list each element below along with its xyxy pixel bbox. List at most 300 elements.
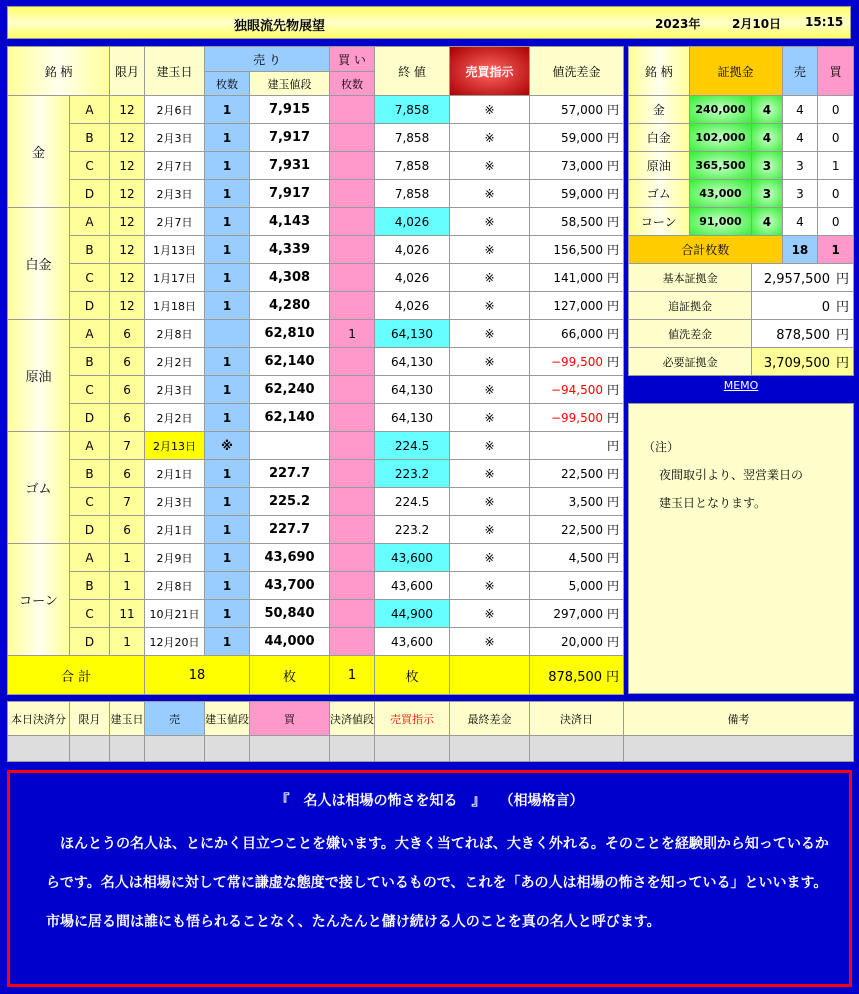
baibai-instruction-cell[interactable]: ※ <box>450 460 530 488</box>
baibai-instruction-cell[interactable]: ※ <box>450 432 530 460</box>
position-slot: D <box>70 404 110 432</box>
buy-qty-cell <box>330 404 375 432</box>
tategyokubi-cell: 1月17日 <box>145 264 205 292</box>
position-slot: A <box>70 432 110 460</box>
tategyokubi-cell: 2月8日 <box>145 572 205 600</box>
margin-row <box>629 180 854 208</box>
total-buy-qty: 1 <box>330 656 375 695</box>
tategyoku-price-cell: 7,917 <box>250 180 330 208</box>
yen-unit: 円 <box>607 439 620 453</box>
baibai-instruction-cell[interactable]: ※ <box>450 124 530 152</box>
margin-commodity: 金 <box>629 96 690 124</box>
memo-note-line: 建玉日となります。 <box>659 496 767 510</box>
amount-value: 58,500 <box>561 215 604 229</box>
nearai-cell <box>530 460 624 488</box>
margin-sell: 4 <box>782 208 818 236</box>
amount-value: 22,500 <box>561 523 604 537</box>
baibai-instruction-cell[interactable]: ※ <box>450 600 530 628</box>
margin-multiplier: 3 <box>752 152 782 180</box>
amount-value: 4,500 <box>568 551 604 565</box>
baibai-instruction-cell[interactable]: ※ <box>450 376 530 404</box>
settle-input-cell[interactable] <box>70 736 110 762</box>
buy-qty-cell <box>330 236 375 264</box>
margin-commodity: 原油 <box>629 152 690 180</box>
baibai-instruction-cell[interactable]: ※ <box>450 320 530 348</box>
margin-commodity: 白金 <box>629 124 690 152</box>
settle-col-header: 建玉値段 <box>205 702 250 736</box>
amount-value: 5,000 <box>568 579 604 593</box>
position-slot: C <box>70 488 110 516</box>
nearai-cell <box>530 96 624 124</box>
margin-amount: 102,000 <box>689 124 752 152</box>
gengetsu-cell: 11 <box>110 600 145 628</box>
sell-qty-cell: 1 <box>205 264 250 292</box>
amount-value: 20,000 <box>561 635 604 649</box>
position-slot: D <box>70 628 110 656</box>
buy-qty-cell <box>330 600 375 628</box>
settle-col-header: 買 <box>250 702 330 736</box>
position-row <box>8 292 624 320</box>
yen-unit: 円 <box>607 411 620 425</box>
tategyoku-price-cell: 62,140 <box>250 404 330 432</box>
summary-label: 基本証拠金 <box>629 264 752 292</box>
sell-qty-cell: 1 <box>205 152 250 180</box>
buy-qty-cell <box>330 124 375 152</box>
gengetsu-cell: 12 <box>110 236 145 264</box>
tategyoku-price-cell: 227.7 <box>250 460 330 488</box>
baibai-instruction-cell[interactable]: ※ <box>450 488 530 516</box>
gengetsu-cell: 1 <box>110 628 145 656</box>
tategyokubi-cell: 2月1日 <box>145 460 205 488</box>
tategyokubi-cell: 2月3日 <box>145 488 205 516</box>
amount-value: 59,000 <box>561 131 604 145</box>
margin-col-shokokin: 証拠金 <box>689 47 782 96</box>
sell-qty-cell: 1 <box>205 572 250 600</box>
summary-value <box>752 264 854 292</box>
baibai-instruction-cell[interactable]: ※ <box>450 96 530 124</box>
yen-unit: 円 <box>835 328 849 343</box>
tategyoku-price-cell <box>250 432 330 460</box>
header-time: 15:15 <box>805 15 844 29</box>
close-price-cell: 223.2 <box>375 516 450 544</box>
position-slot: D <box>70 180 110 208</box>
summary-label: 追証拠金 <box>629 292 752 320</box>
settle-input-cell[interactable] <box>450 736 530 762</box>
amount-value: 3,709,500 <box>763 356 830 371</box>
amount-value: 878,500 <box>548 669 603 685</box>
sell-qty-cell: 1 <box>205 96 250 124</box>
position-row <box>8 208 624 236</box>
yen-unit: 円 <box>607 495 620 509</box>
nearai-cell <box>530 124 624 152</box>
position-slot: C <box>70 600 110 628</box>
yen-unit: 円 <box>607 467 620 481</box>
tategyoku-price-cell: 62,140 <box>250 348 330 376</box>
close-price-cell: 64,130 <box>375 348 450 376</box>
positions-table <box>7 46 624 695</box>
margin-col-kai: 買 <box>818 47 854 96</box>
position-row <box>8 264 624 292</box>
tategyoku-price-cell: 4,143 <box>250 208 330 236</box>
yen-unit: 円 <box>606 669 620 685</box>
nearai-cell <box>530 544 624 572</box>
buy-qty-cell <box>330 208 375 236</box>
position-slot: A <box>70 544 110 572</box>
col-header-tategyoku-nedan: 建玉値段 <box>250 72 330 96</box>
close-price-cell: 4,026 <box>375 292 450 320</box>
close-price-cell: 7,858 <box>375 152 450 180</box>
amount-value: 878,500 <box>776 328 830 343</box>
baibai-instruction-cell[interactable]: ※ <box>450 348 530 376</box>
settle-input-cell[interactable] <box>530 736 624 762</box>
margin-col-meigara: 銘 柄 <box>629 47 690 96</box>
position-slot: B <box>70 572 110 600</box>
gengetsu-cell: 6 <box>110 516 145 544</box>
tategyokubi-cell: 1月13日 <box>145 236 205 264</box>
summary-value <box>752 348 854 376</box>
close-price-cell: 7,858 <box>375 180 450 208</box>
summary-row <box>629 292 854 320</box>
tategyokubi-cell: 2月13日 <box>145 432 205 460</box>
sell-qty-cell: 1 <box>205 292 250 320</box>
margin-sell: 3 <box>782 180 818 208</box>
total-row <box>8 656 624 695</box>
sell-qty-cell: 1 <box>205 208 250 236</box>
tategyoku-price-cell: 43,700 <box>250 572 330 600</box>
gengetsu-cell: 7 <box>110 488 145 516</box>
yen-unit: 円 <box>607 215 620 229</box>
tategyoku-price-cell: 225.2 <box>250 488 330 516</box>
position-row <box>8 404 624 432</box>
gengetsu-cell: 12 <box>110 152 145 180</box>
margin-buy: 0 <box>818 208 854 236</box>
sell-qty-cell: 1 <box>205 628 250 656</box>
margin-sell: 3 <box>782 152 818 180</box>
settle-input-cell[interactable] <box>8 736 70 762</box>
col-header-baibai-shiji: 売買指示 <box>450 47 530 96</box>
baibai-instruction-cell[interactable]: ※ <box>450 292 530 320</box>
tategyoku-price-cell: 62,810 <box>250 320 330 348</box>
margin-multiplier: 4 <box>752 124 782 152</box>
yen-unit: 円 <box>835 300 849 315</box>
nearai-cell <box>530 208 624 236</box>
close-price-cell: 64,130 <box>375 320 450 348</box>
position-row <box>8 180 624 208</box>
yen-unit: 円 <box>835 272 849 287</box>
nearai-cell <box>530 600 624 628</box>
position-row <box>8 460 624 488</box>
position-row <box>8 572 624 600</box>
margin-amount: 365,500 <box>689 152 752 180</box>
header-date: 2月10日 <box>732 17 782 31</box>
memo-link[interactable]: MEMO <box>723 379 759 392</box>
gengetsu-cell: 12 <box>110 208 145 236</box>
settle-input-cell[interactable] <box>375 736 450 762</box>
amount-value: 156,500 <box>553 243 604 257</box>
baibai-instruction-cell[interactable]: ※ <box>450 236 530 264</box>
tategyokubi-cell: 2月7日 <box>145 152 205 180</box>
nearai-cell <box>530 516 624 544</box>
margin-row <box>629 124 854 152</box>
gengetsu-cell: 1 <box>110 544 145 572</box>
settle-col-header: 備考 <box>624 702 854 736</box>
margin-row <box>629 208 854 236</box>
buy-qty-cell <box>330 432 375 460</box>
sell-qty-cell: 1 <box>205 488 250 516</box>
baibai-instruction-cell[interactable]: ※ <box>450 516 530 544</box>
close-price-cell: 223.2 <box>375 460 450 488</box>
buy-qty-cell <box>330 180 375 208</box>
amount-value: −94,500 <box>550 383 604 397</box>
close-price-cell: 44,900 <box>375 600 450 628</box>
close-price-cell: 43,600 <box>375 628 450 656</box>
nearai-cell <box>530 432 624 460</box>
margin-multiplier: 4 <box>752 96 782 124</box>
baibai-instruction-cell[interactable]: ※ <box>450 180 530 208</box>
buy-qty-cell <box>330 628 375 656</box>
tategyoku-price-cell: 4,308 <box>250 264 330 292</box>
memo-box <box>628 403 854 694</box>
yen-unit: 円 <box>607 243 620 257</box>
baibai-instruction-cell[interactable]: ※ <box>450 544 530 572</box>
settle-input-cell[interactable] <box>330 736 375 762</box>
baibai-instruction-cell[interactable]: ※ <box>450 572 530 600</box>
settle-col-header: 売 <box>145 702 205 736</box>
settle-col-header: 最終差金 <box>450 702 530 736</box>
position-row <box>8 96 624 124</box>
tategyoku-price-cell: 43,690 <box>250 544 330 572</box>
yen-unit: 円 <box>607 551 620 565</box>
settle-input-cell[interactable] <box>110 736 145 762</box>
gengetsu-cell: 1 <box>110 572 145 600</box>
position-slot: A <box>70 96 110 124</box>
baibai-instruction-cell[interactable]: ※ <box>450 152 530 180</box>
margin-total-row <box>629 236 854 264</box>
nearai-cell <box>530 320 624 348</box>
gengetsu-cell: 12 <box>110 264 145 292</box>
gengetsu-cell: 7 <box>110 432 145 460</box>
position-slot: B <box>70 460 110 488</box>
close-price-cell: 4,026 <box>375 208 450 236</box>
settle-col-header: 決済値段 <box>330 702 375 736</box>
settle-col-header: 決済日 <box>530 702 624 736</box>
position-slot: C <box>70 376 110 404</box>
total-spacer <box>450 656 530 695</box>
buy-qty-cell <box>330 152 375 180</box>
sell-qty-cell: 1 <box>205 348 250 376</box>
position-row <box>8 432 624 460</box>
margin-multiplier: 4 <box>752 208 782 236</box>
settle-header-row <box>8 702 854 736</box>
sell-qty-cell: ※ <box>205 432 250 460</box>
baibai-instruction-cell[interactable]: ※ <box>450 208 530 236</box>
summary-value <box>752 292 854 320</box>
margin-table <box>628 46 854 376</box>
margin-multiplier: 3 <box>752 180 782 208</box>
sell-qty-cell: 1 <box>205 516 250 544</box>
settle-input-cell[interactable] <box>205 736 250 762</box>
settle-input-cell[interactable] <box>145 736 205 762</box>
commodity-name: 金 <box>8 96 70 208</box>
tategyokubi-cell: 2月2日 <box>145 404 205 432</box>
tategyokubi-cell: 1月18日 <box>145 292 205 320</box>
close-price-cell: 4,026 <box>375 264 450 292</box>
position-row <box>8 124 624 152</box>
amount-value: −99,500 <box>550 355 604 369</box>
amount-value: 73,000 <box>561 159 604 173</box>
gengetsu-cell: 6 <box>110 348 145 376</box>
nearai-cell <box>530 488 624 516</box>
buy-qty-cell <box>330 376 375 404</box>
settle-col-header: 本日決済分 <box>8 702 70 736</box>
settle-col-header: 建玉日 <box>110 702 145 736</box>
tategyokubi-cell: 2月3日 <box>145 376 205 404</box>
sell-qty-cell: 1 <box>205 124 250 152</box>
tategyoku-price-cell: 227.7 <box>250 516 330 544</box>
sell-qty-cell: 1 <box>205 460 250 488</box>
tategyokubi-cell: 2月8日 <box>145 320 205 348</box>
tategyokubi-cell: 2月3日 <box>145 180 205 208</box>
position-slot: D <box>70 516 110 544</box>
position-row <box>8 488 624 516</box>
amount-value: 297,000 <box>553 607 604 621</box>
sell-qty-cell: 1 <box>205 600 250 628</box>
gengetsu-cell: 6 <box>110 376 145 404</box>
col-header-uri: 売 り <box>205 47 330 72</box>
margin-total-sell: 18 <box>782 236 818 264</box>
header-year: 2023年 <box>655 17 701 31</box>
margin-commodity: ゴム <box>629 180 690 208</box>
position-slot: A <box>70 320 110 348</box>
position-row <box>8 628 624 656</box>
position-slot: D <box>70 292 110 320</box>
position-row <box>8 348 624 376</box>
position-row <box>8 152 624 180</box>
margin-commodity: コーン <box>629 208 690 236</box>
total-sell-qty: 18 <box>145 656 250 695</box>
buy-qty-cell: 1 <box>330 320 375 348</box>
tategyokubi-cell: 2月2日 <box>145 348 205 376</box>
summary-label: 必要証拠金 <box>629 348 752 376</box>
baibai-instruction-cell[interactable]: ※ <box>450 404 530 432</box>
sell-qty-cell: 1 <box>205 236 250 264</box>
proverb-box <box>7 770 852 987</box>
nearai-cell <box>530 292 624 320</box>
yen-unit: 円 <box>835 356 849 371</box>
nearai-cell <box>530 180 624 208</box>
close-price-cell: 64,130 <box>375 404 450 432</box>
col-header-maisu-sell: 枚数 <box>205 72 250 96</box>
settle-input-cell[interactable] <box>624 736 854 762</box>
margin-total-label: 合計枚数 <box>629 236 783 264</box>
close-price-cell: 7,858 <box>375 96 450 124</box>
baibai-instruction-cell[interactable]: ※ <box>450 628 530 656</box>
sell-qty-cell: 1 <box>205 404 250 432</box>
nearai-cell <box>530 376 624 404</box>
proverb-body: ほんとうの名人は、とにかく目立つことを嫌います。大きく当てれば、大きく外れる。そのことを経験則から知っているからです。名人は相場に対して常に謙虚な態度で接しているもので、これを「あの人は相場の怖さを知っている」といいます。市場に居る間は誰にも悟られることなく、たんたんと儲け続ける人のことを真の名人と呼びます。 <box>46 836 829 930</box>
close-price-cell: 7,858 <box>375 124 450 152</box>
col-header-nearai-sakin: 値洗差金 <box>530 47 624 96</box>
commodity-name: 原油 <box>8 320 70 432</box>
title-bar <box>7 6 851 39</box>
position-row <box>8 320 624 348</box>
position-slot: A <box>70 208 110 236</box>
margin-buy: 0 <box>818 180 854 208</box>
amount-value: 22,500 <box>561 467 604 481</box>
nearai-cell <box>530 404 624 432</box>
header-row <box>8 47 624 72</box>
summary-row <box>629 264 854 292</box>
summary-row <box>629 320 854 348</box>
position-slot: B <box>70 124 110 152</box>
margin-col-uri: 売 <box>782 47 818 96</box>
position-row <box>8 236 624 264</box>
amount-value: 2,957,500 <box>763 272 830 287</box>
col-header-kai: 買 い <box>330 47 375 72</box>
buy-qty-cell <box>330 348 375 376</box>
margin-buy: 0 <box>818 124 854 152</box>
settle-input-cell[interactable] <box>250 736 330 762</box>
yen-unit: 円 <box>607 159 620 173</box>
position-row <box>8 544 624 572</box>
tategyokubi-cell: 2月1日 <box>145 516 205 544</box>
margin-row <box>629 96 854 124</box>
buy-qty-cell <box>330 572 375 600</box>
nearai-cell <box>530 236 624 264</box>
buy-qty-cell <box>330 516 375 544</box>
position-slot: C <box>70 152 110 180</box>
margin-sell: 4 <box>782 96 818 124</box>
gengetsu-cell: 12 <box>110 292 145 320</box>
commodity-name: 白金 <box>8 208 70 320</box>
position-slot: B <box>70 348 110 376</box>
yen-unit: 円 <box>607 299 620 313</box>
total-sell-unit: 枚 <box>250 656 330 695</box>
amount-value: 127,000 <box>553 299 604 313</box>
gengetsu-cell: 6 <box>110 320 145 348</box>
total-label: 合 計 <box>8 656 145 695</box>
amount-value: 3,500 <box>568 495 604 509</box>
yen-unit: 円 <box>607 103 620 117</box>
summary-row <box>629 348 854 376</box>
margin-header-row <box>629 47 854 96</box>
close-price-cell: 43,600 <box>375 544 450 572</box>
margin-row <box>629 152 854 180</box>
amount-value: 0 <box>821 300 830 315</box>
gengetsu-cell: 6 <box>110 460 145 488</box>
yen-unit: 円 <box>607 523 620 537</box>
commodity-name: ゴム <box>8 432 70 544</box>
summary-label: 値洗差金 <box>629 320 752 348</box>
memo-note-label: （注） <box>643 440 680 454</box>
margin-amount: 91,000 <box>689 208 752 236</box>
col-header-gengetsu: 限月 <box>110 47 145 96</box>
amount-value: 141,000 <box>553 271 604 285</box>
tategyokubi-cell: 2月7日 <box>145 208 205 236</box>
close-price-cell: 224.5 <box>375 432 450 460</box>
settle-input-row <box>8 736 854 762</box>
yen-unit: 円 <box>607 327 620 341</box>
baibai-instruction-cell[interactable]: ※ <box>450 264 530 292</box>
gengetsu-cell: 12 <box>110 96 145 124</box>
settlement-table <box>7 701 854 762</box>
margin-amount: 43,000 <box>689 180 752 208</box>
close-price-cell: 4,026 <box>375 236 450 264</box>
yen-unit: 円 <box>607 187 620 201</box>
settle-col-header: 売買指示 <box>375 702 450 736</box>
page-title: 独眼流先物展望 <box>234 19 326 34</box>
tategyoku-price-cell: 44,000 <box>250 628 330 656</box>
